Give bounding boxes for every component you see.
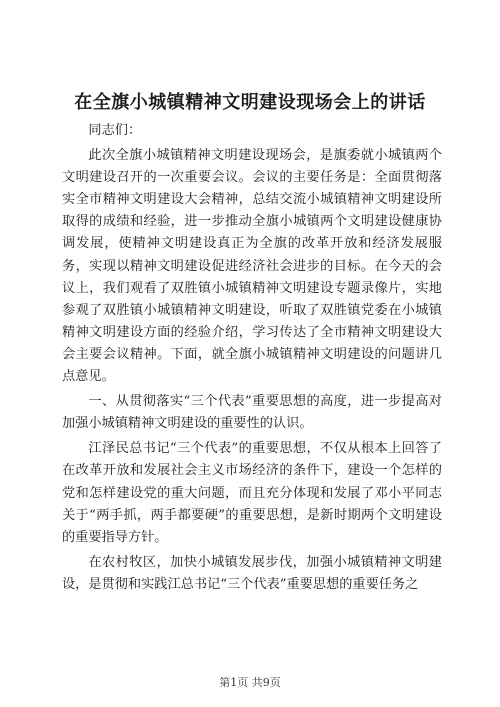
section-heading-1: 一、从贯彻落实“三个代表”重要思想的高度，进一步提高对加强小城镇精神文明建设的重要性的认识。 bbox=[62, 394, 442, 432]
document-title: 在全旗小城镇精神文明建设现场会上的讲话 bbox=[74, 92, 426, 113]
salutation: 同志们： bbox=[88, 123, 142, 138]
paragraph-3: 在农村牧区，加快小城镇发展步伐，加强小城镇精神文明建设，是贯彻和实践江总书记“三个代表”重要思想的重要任务之 bbox=[62, 554, 442, 592]
page-indicator: 第1页 共9页 bbox=[219, 676, 281, 689]
paragraph-1: 此次全旗小城镇精神文明建设现场会，是旗委就小城镇两个文明建设召开的一次重要会议。会议的主要任务是：全面贯彻落实全市精神文明建设大会精神，总结交流小城镇精神文明建设所取得的成绩和经验，进一步推动全旗小城镇两个文明建设健康协调发展，使精神文明建设真正为全旗的改革开放和经济发展服务，实现以精神文明建设促进经济社会进步的目标。在今天的会议上，我们观看了双胜镇小城镇精神文明建设专题录像片，实地参观了双胜镇小城镇精神文明建设，听取了双胜镇党委在小城镇精神文明建设方面的经验介绍，学习传达了全市精神文明建设大会主要会议精神。下面，就全旗小城镇精神文明建设的问题讲几点意见。 bbox=[62, 148, 442, 385]
paragraph-2: 江泽民总书记“三个代表”的重要思想，不仅从根本上回答了在改革开放和发展社会主义市场经济的条件下，建设一个怎样的党和怎样建设党的重大问题，而且充分体现和发展了邓小平同志关于“两手抓，两手都要硬”的重要思想，是新时期两个文明建设的重要指导方针。 bbox=[62, 441, 442, 545]
document-body bbox=[62, 120, 442, 599]
